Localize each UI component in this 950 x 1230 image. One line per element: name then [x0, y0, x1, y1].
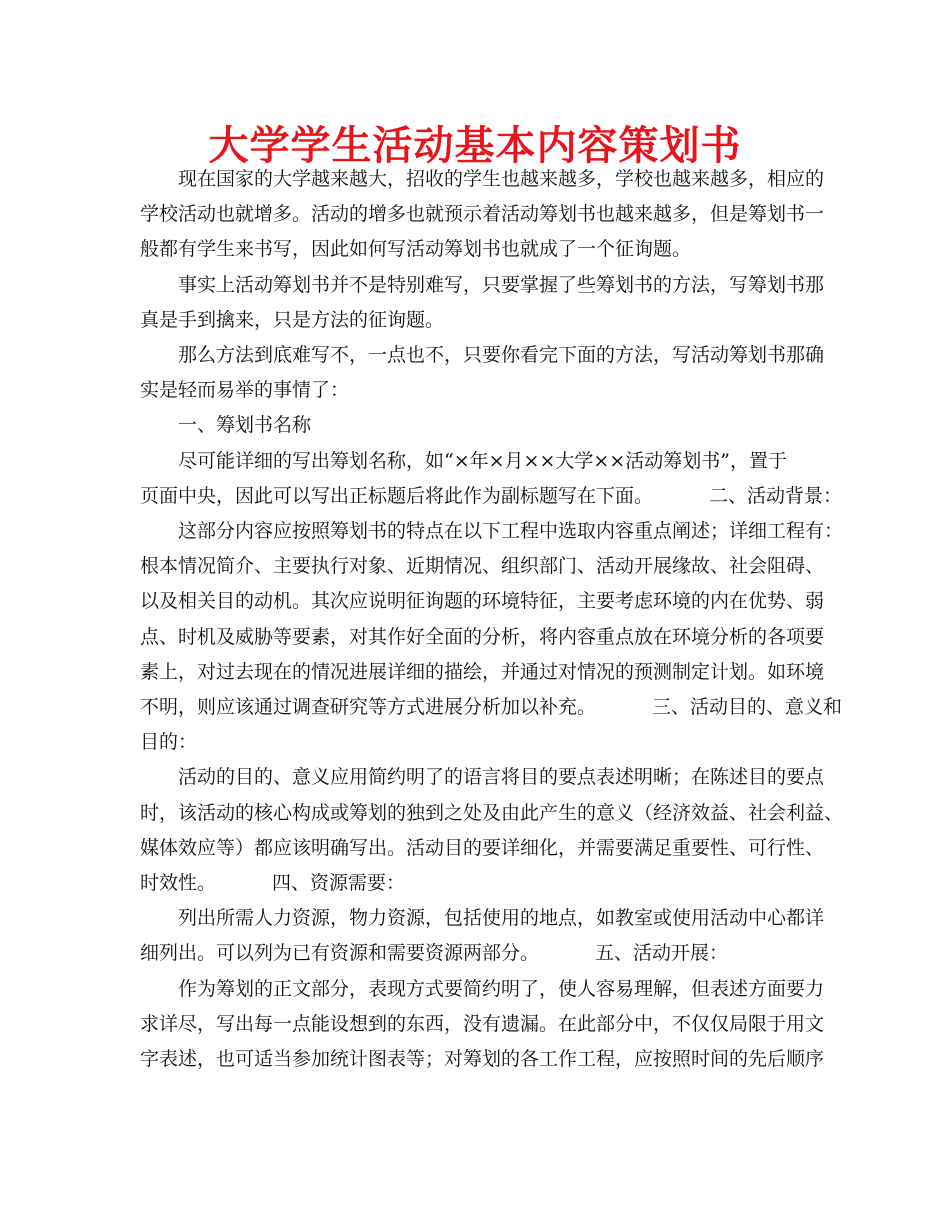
paragraph-plan-name	[140, 444, 843, 514]
text-line: 现在国家的大学越来越大，招收的学生也越来越多，学校也越来越多，相应的	[178, 168, 825, 190]
text-line: 作为筹划的正文部分，表现方式要简约明了，使人容易理解，但表述方面要力	[178, 977, 825, 1000]
text-line: 实是轻而易举的事情了：	[140, 379, 350, 402]
paragraph-purpose	[140, 760, 844, 901]
text-line: 媒体效应等）都应该明确写出。活动目的要详细化，并需要满足重要性、可行性、	[140, 836, 825, 859]
text-line: 求详尽，写出每一点能设想到的东西，没有遗漏。在此部分中，不仅仅局限于用文	[140, 1012, 825, 1035]
text-line	[102, 479, 843, 514]
text-line: 般都有学生来书写，因此如何写活动筹划书也就成了一个征询题。	[140, 238, 692, 261]
text-line	[102, 690, 843, 725]
paragraph-method	[140, 338, 830, 408]
text-segment: 不明，则应该通过调查研究等方式进展分析加以补充。	[140, 696, 597, 719]
text-line: 这部分内容应按照筹划书的特点在以下工程中选取内容重点阐述；详细工程有：	[178, 520, 844, 543]
text-line: 活动的目的、意义应用简约明了的语言将目的要点表述明晰；在陈述目的要点	[178, 766, 825, 789]
text-line: 时，该活动的核心构成或筹划的独到之处及由此产生的意义（经济效益、社会利益、	[140, 801, 844, 824]
paragraph-intro	[140, 162, 830, 268]
text-line: 尽可能详细的写出筹划名称，如“×年×月××大学××活动筹划书”，置于	[178, 449, 787, 472]
text-line: 点、时机及威胁等要素，对其作好全面的分析，将内容重点放在环境分析的各项要	[140, 625, 825, 648]
section-heading: 一、筹划书名称	[178, 414, 312, 437]
document-title: 大学学生活动基本内容策划书	[208, 123, 742, 169]
paragraph-activity	[140, 972, 830, 1078]
text-line: 列出所需人力资源，物力资源，包括使用的地点，如教室或使用活动中心都详	[178, 907, 825, 930]
text-line: 那么方法到底难写不，一点也不，只要你看完下面的方法，写活动筹划书那确	[178, 344, 825, 367]
text-line: 事实上活动筹划书并不是特别难写，只要掌握了些筹划书的方法，写筹划书那	[178, 273, 825, 296]
text-line: 以及相关目的动机。其次应说明征询题的环境特征，主要考虑环境的内在优势、弱	[140, 590, 825, 613]
paragraph-fact	[140, 268, 830, 338]
paragraph-resources	[140, 901, 830, 971]
section-heading: 三、活动目的、意义和	[652, 696, 843, 719]
text-line: 字表述，也可适当参加统计图表等；对筹划的各工作工程，应按照时间的先后顺序	[140, 1048, 825, 1071]
text-line: 学校活动也就增多。活动的增多也就预示着活动筹划书也越来越多，但是筹划书一	[140, 203, 825, 226]
section-heading: 二、活动背景：	[709, 484, 843, 507]
text-line: 根本情况简介、主要执行对象、近期情况、组织部门、活动开展缘故、社会阻碍、	[140, 555, 825, 578]
section-heading: 五、活动开展：	[595, 942, 729, 965]
heading-plan-name	[140, 408, 830, 443]
document-body	[140, 162, 844, 1077]
text-segment: 时效性。	[140, 872, 217, 895]
section-heading: 目的：	[140, 731, 198, 754]
text-segment: 细列出。可以列为已有资源和需要资源两部分。	[140, 942, 540, 965]
paragraph-background	[140, 514, 844, 760]
section-heading: 四、资源需要：	[272, 872, 406, 895]
text-line: 素上，对过去现在的情况进展详细的描绘，并通过对情况的预测制定计划。如环境	[140, 660, 825, 683]
text-line	[102, 866, 830, 901]
text-line	[102, 936, 830, 971]
text-line: 真是手到擒来，只是方法的征询题。	[140, 308, 445, 331]
text-segment: 页面中央，因此可以写出正标题后将此作为副标题写在下面。	[140, 484, 654, 507]
